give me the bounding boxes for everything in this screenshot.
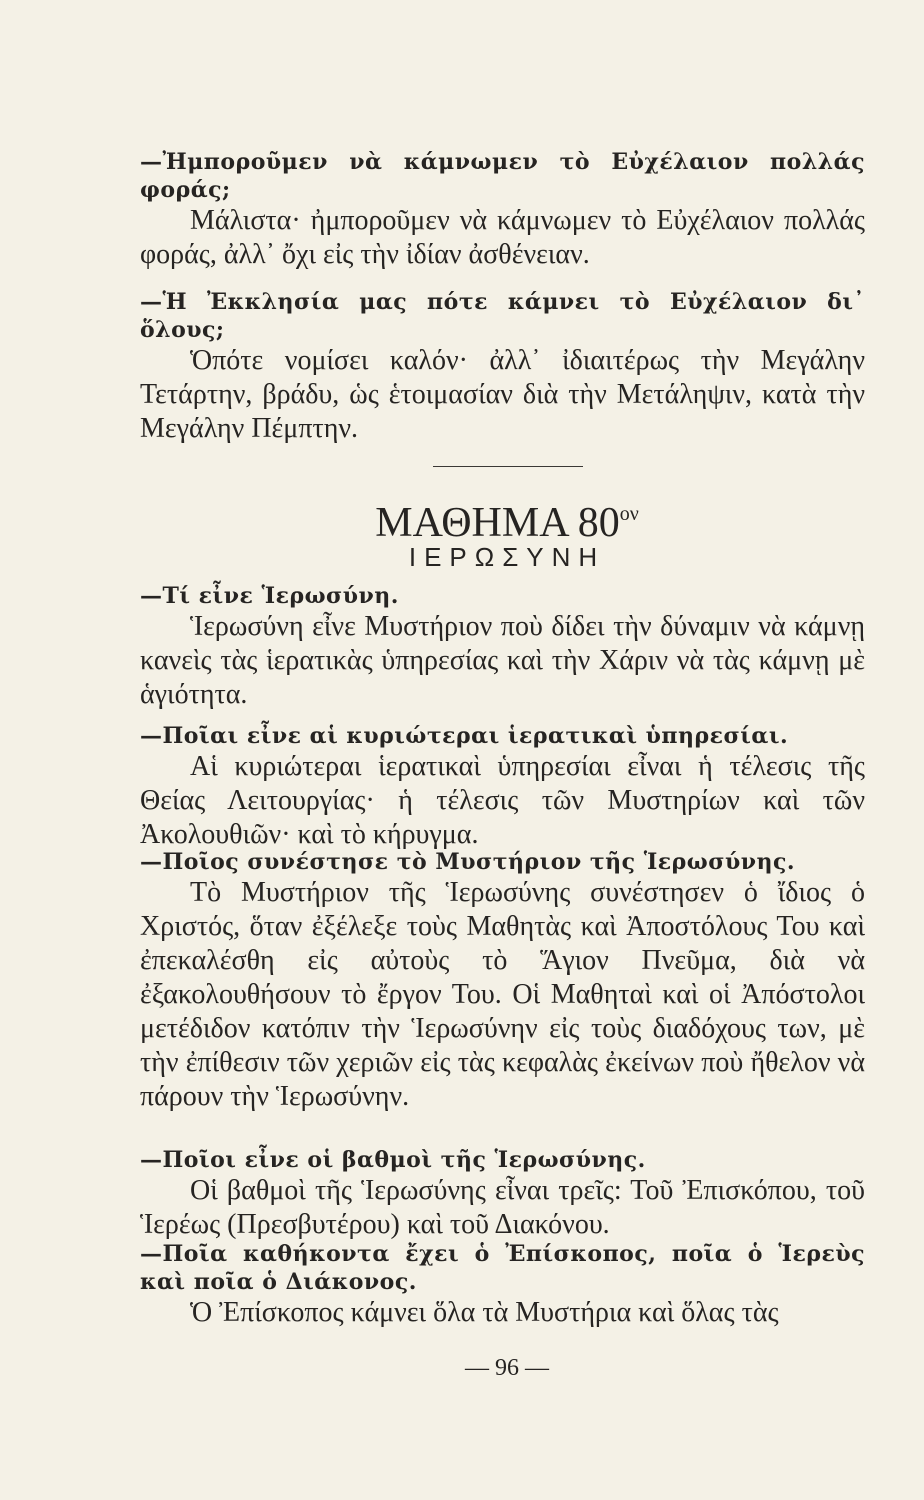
answer-paragraph: Αἱ κυριώτεραι ἱερατικαὶ ὑπηρεσίαι εἶναι ἡ τέλεσις τῆς Θείας Λειτουργίας· ἡ τέλεσις τῶν Μυστηρίων καὶ τῶν Ἀκολουθιῶν· καὶ τὸ κήρυγμα. — [140, 751, 865, 850]
question-heading: —Ἡ Ἐκκλησία μας πότε κάμνει τὸ Εὐχέλαιον δι᾽ ὅλους; — [140, 289, 865, 343]
answer-paragraph: Τὸ Μυστήριον τῆς Ἱερωσύνης συνέστησεν ὁ ἴδιος ὁ Χριστός, ὅταν ἐξέλεξε τοὺς Μαθητὰς καὶ Ἀποστόλους Του καὶ ἐπεκαλέσθη εἰς αὐτοὺς τὸ Ἅγιον Πνεῦμα, διὰ νὰ ἐξακολουθήσουν τὸ ἔργον Του. Οἱ Μαθηταὶ καὶ οἱ Ἀπόστολοι μετέδιδον κατόπιν τὴν Ἱερωσύνην εἰς τοὺς διαδόχους των, μὲ τὴν ἐπίθεσιν τῶν χεριῶν εἰς τὰς κεφαλὰς ἐκείνων ποὺ ἤθελον νὰ πάρουν τὴν Ἱερωσύνην. — [140, 877, 865, 1112]
question-heading: —Ποῖοι εἶνε οἱ βαθμοὶ τῆς Ἱερωσύνης. — [140, 1147, 646, 1173]
qa-block-3 — [140, 582, 865, 712]
qa-block-2 — [140, 288, 865, 446]
answer-paragraph: Μάλιστα· ἠμποροῦμεν νὰ κάμνωμεν τὸ Εὐχέλαιον πολλάς φοράς, ἀλλ᾽ ὄχι εἰς τὴν ἰδίαν ἀσθένειαν. — [140, 205, 865, 270]
lesson-title-suffix: ον — [619, 503, 639, 525]
section-divider — [433, 466, 583, 467]
question-heading: —Ποῖα καθήκοντα ἔχει ὁ Ἐπίσκοπος, ποῖα ὁ Ἱερεὺς καὶ ποῖα ὁ Διάκονος. — [140, 1241, 865, 1295]
question-heading: —Ποῖος συνέστησε τὸ Μυστήριον τῆς Ἱερωσύνης. — [140, 849, 796, 875]
question-heading: —Ἠμποροῦμεν νὰ κάμνωμεν τὸ Εὐχέλαιον πολλάς φοράς; — [140, 149, 865, 203]
lesson-title-text: ΜΑΘΗΜΑ 80 — [375, 500, 620, 546]
lesson-subtitle: ΙΕΡΩΣΥΝΗ — [408, 542, 606, 572]
answer-paragraph: Ὁ Ἐπίσκοπος κάμνει ὅλα τὰ Μυστήρια καὶ ὅλας τὰς — [190, 1297, 779, 1328]
lesson-title — [0, 490, 924, 547]
page-number: — 96 — — [465, 1355, 549, 1381]
qa-block-6 — [140, 1146, 865, 1242]
answer-paragraph: Οἱ βαθμοὶ τῆς Ἱερωσύνης εἶναι τρεῖς: Τοῦ Ἐπισκόπου, τοῦ Ἱερέως (Πρεσβυτέρου) καὶ τοῦ Διακόνου. — [140, 1175, 865, 1240]
qa-block-1 — [140, 148, 865, 272]
qa-block-7 — [140, 1240, 865, 1330]
question-heading: —Ποῖαι εἶνε αἱ κυριώτεραι ἱερατικαὶ ὑπηρεσίαι. — [140, 723, 789, 749]
qa-block-4 — [140, 722, 865, 852]
answer-paragraph: Ἱερωσύνη εἶνε Μυστήριον ποὺ δίδει τὴν δύναμιν νὰ κάμνῃ κανεὶς τὰς ἱερατικὰς ὑπηρεσίας καὶ τὴν Χάριν νὰ τὰς κάμνῃ μὲ ἁγιότητα. — [140, 611, 865, 710]
qa-block-5 — [140, 848, 865, 1114]
answer-paragraph: Ὁπότε νομίσει καλόν· ἀλλ᾽ ἰδιαιτέρως τὴν Μεγάλην Τετάρτην, βράδυ, ὡς ἑτοιμασίαν διὰ τὴν Μετάληψιν, κατὰ τὴν Μεγάλην Πέμπτην. — [140, 345, 865, 444]
question-heading: —Τί εἶνε Ἱερωσύνη. — [140, 583, 399, 609]
